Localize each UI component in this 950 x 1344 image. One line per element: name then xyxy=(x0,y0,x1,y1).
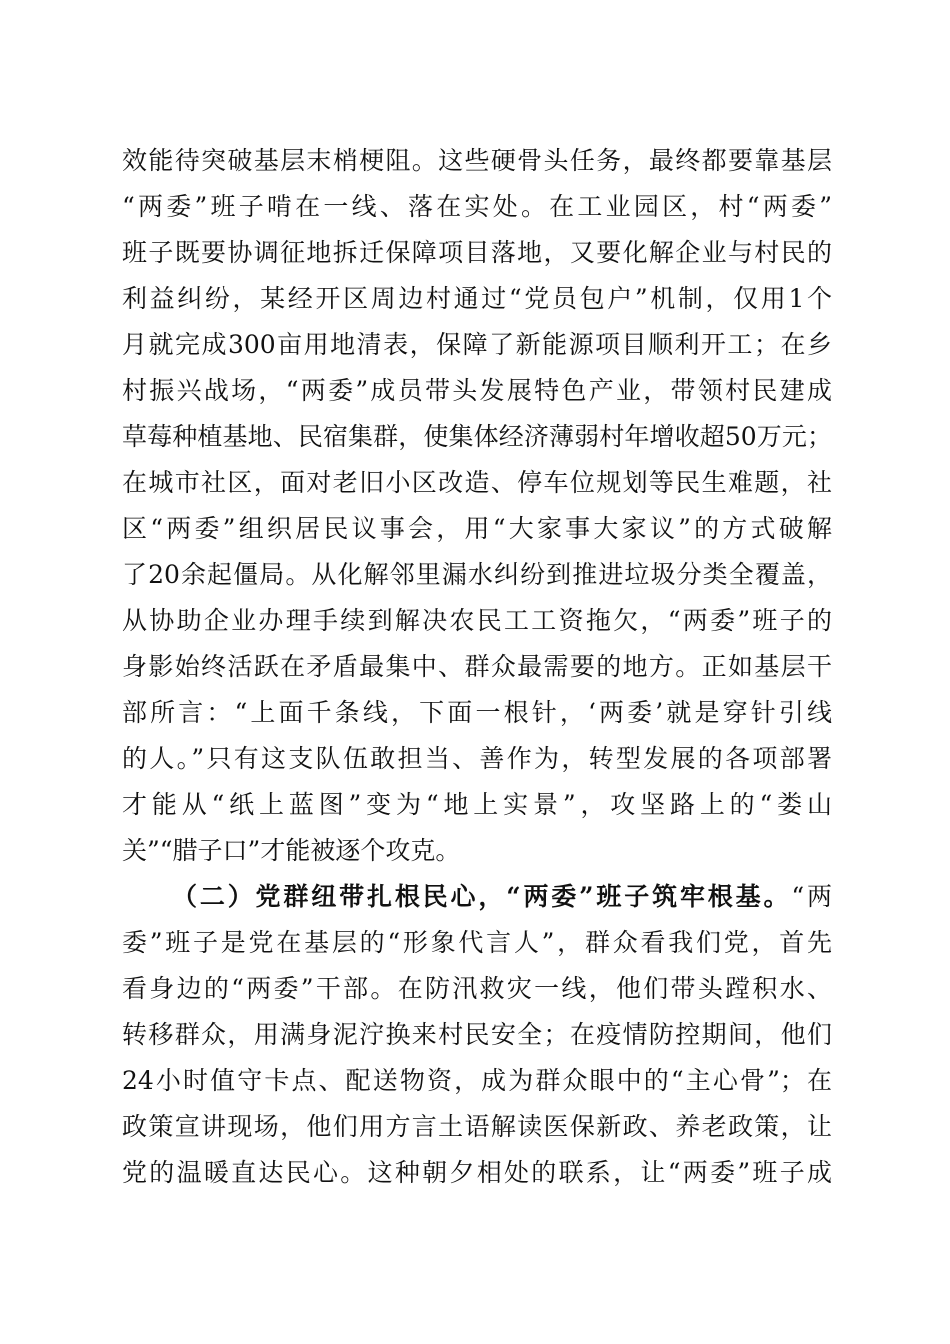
text-line: 村振兴战场，“两委”成员带头发展特色产业，带领村民建成 xyxy=(122,376,832,405)
text-line: 草莓种植基地、民宿集群，使集体经济薄弱村年增收超50万元； xyxy=(122,422,832,451)
text-line: 24小时值守卡点、配送物资，成为群众眼中的“主心骨”；在 xyxy=(122,1066,832,1095)
text-line: 在城市社区，面对老旧小区改造、停车位规划等民生难题，社 xyxy=(122,468,832,497)
text-line: 身影始终活跃在矛盾最集中、群众最需要的地方。正如基层干 xyxy=(122,652,832,681)
text-line: 部所言：“上面千条线，下面一根针，‘两委’就是穿针引线 xyxy=(122,698,832,727)
text-line: 才能从“纸上蓝图”变为“地上实景”，攻坚路上的“娄山 xyxy=(122,790,832,819)
text-line: 利益纠纷，某经开区周边村通过“党员包户”机制，仅用1个 xyxy=(122,284,832,313)
text-line: 从协助企业办理手续到解决农民工工资拖欠，“两委”班子的 xyxy=(122,606,832,635)
text-line: 了20余起僵局。从化解邻里漏水纠纷到推进垃圾分类全覆盖， xyxy=(122,560,832,589)
text-line: 委”班子是党在基层的“形象代言人”，群众看我们党，首先 xyxy=(122,928,832,957)
section-heading-line xyxy=(122,874,832,920)
text-line: 党的温暖直达民心。这种朝夕相处的联系，让“两委”班子成 xyxy=(122,1158,832,1187)
section-heading-continuation: “两 xyxy=(791,882,832,911)
section-heading: （二）党群纽带扎根民心，“两委”班子筑牢根基。 xyxy=(172,882,792,911)
text-line: 班子既要协调征地拆迁保障项目落地，又要化解企业与村民的 xyxy=(122,238,832,267)
text-line: 的人。”只有这支队伍敢担当、善作为，转型发展的各项部署 xyxy=(122,744,832,773)
text-line: 效能待突破基层末梢梗阻。这些硬骨头任务，最终都要靠基层 xyxy=(122,146,832,175)
text-line: 转移群众，用满身泥泞换来村民安全；在疫情防控期间，他们 xyxy=(122,1020,832,1049)
text-line: 关”“腊子口”才能被逐个攻克。 xyxy=(122,836,461,865)
text-line: “两委”班子啃在一线、落在实处。在工业园区，村“两委” xyxy=(122,192,832,221)
text-line: 政策宣讲现场，他们用方言土语解读医保新政、养老政策，让 xyxy=(122,1112,832,1141)
text-line: 看身边的“两委”干部。在防汛救灾一线，他们带头蹚积水、 xyxy=(122,974,832,1003)
text-line: 月就完成300亩用地清表，保障了新能源项目顺利开工；在乡 xyxy=(122,330,832,359)
body-text xyxy=(122,138,832,1196)
text-line: 区“两委”组织居民议事会，用“大家事大家议”的方式破解 xyxy=(122,514,832,543)
